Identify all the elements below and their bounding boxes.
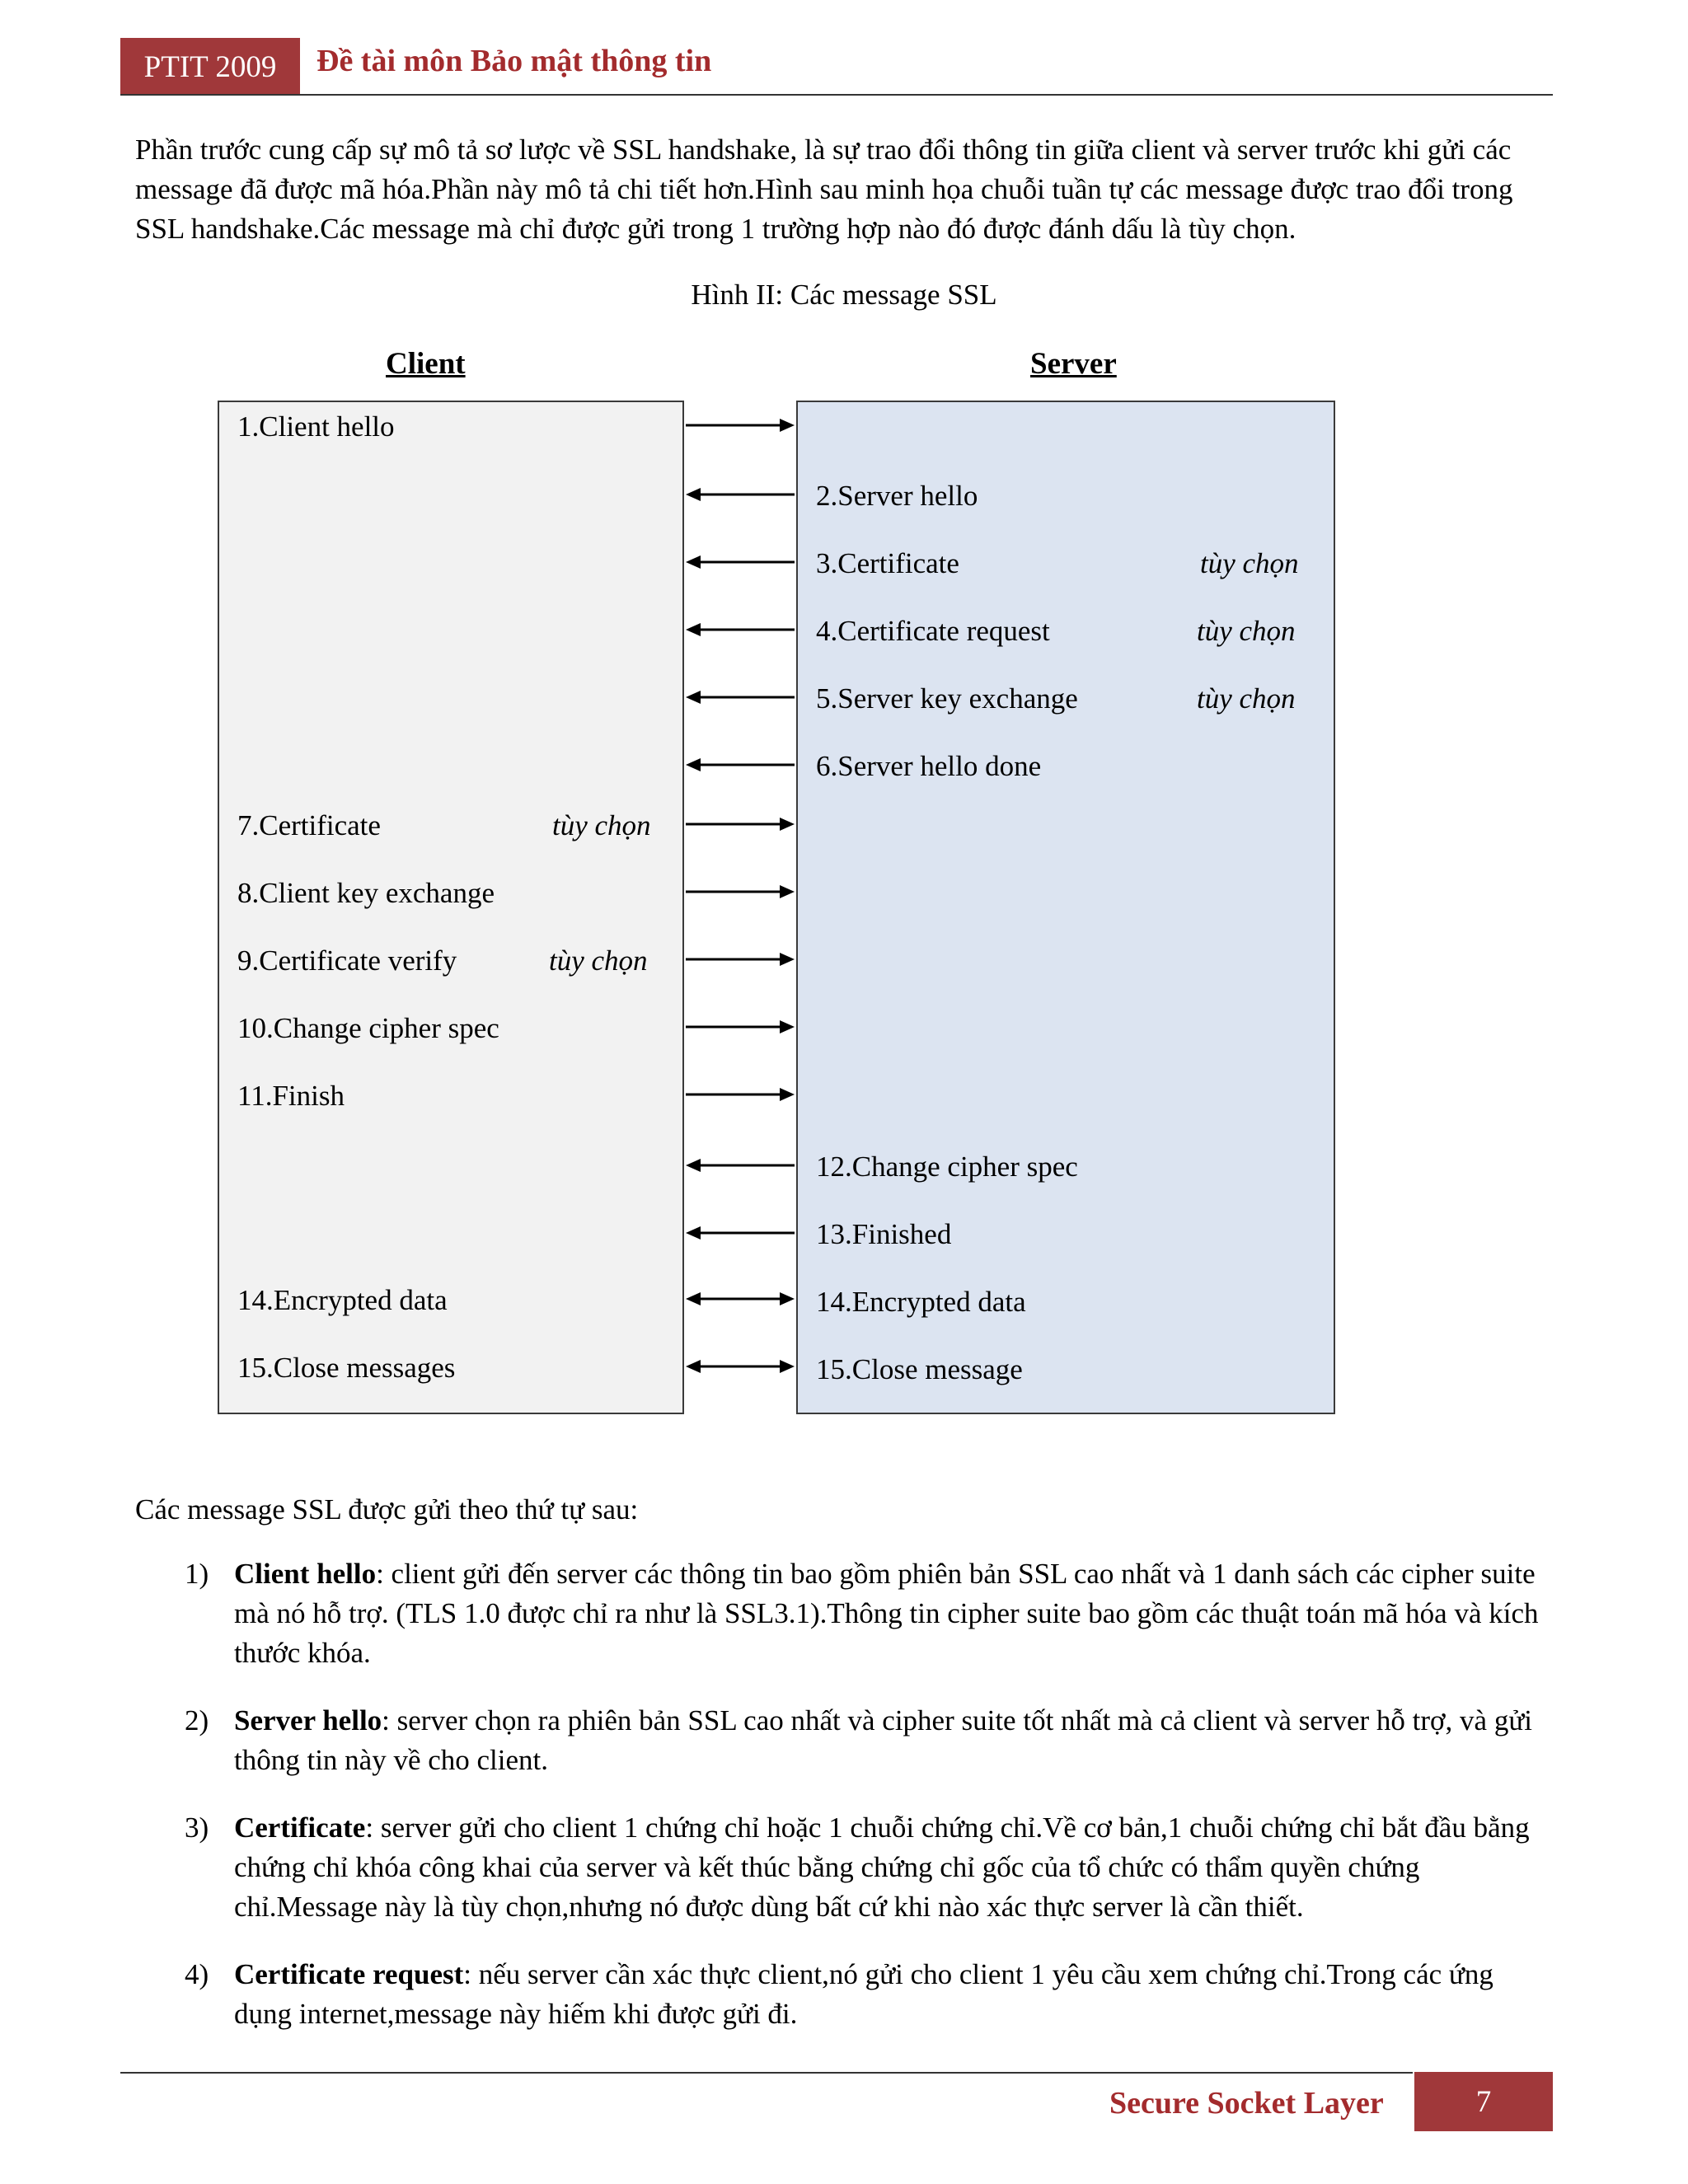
footer-title: Secure Socket Layer [1109,2086,1384,2121]
arrow-to-server [686,1088,795,1101]
server-message: 5.Server key exchange [816,682,1078,715]
figure-caption: Hình II: Các message SSL [691,279,997,311]
list-number: 3) [185,1811,209,1844]
arrow-to-client [686,758,795,771]
client-message: 10.Change cipher spec [237,1012,499,1044]
server-message: 12.Change cipher spec [816,1151,1078,1183]
server-heading: Server [1030,347,1117,381]
arrow-to-client [686,691,795,704]
list-body [234,1554,1545,1673]
list-term: Server hello [234,1704,382,1736]
arrow-to-client [686,1226,795,1240]
server-message: 14.Encrypted data [816,1286,1026,1318]
arrow-to-client [686,488,795,501]
client-message: 15.Close messages [237,1352,456,1384]
list-number: 4) [185,1958,209,1990]
client-optional-label: tùy chọn [549,944,648,977]
list-body [234,1808,1545,1927]
server-message: 2.Server hello [816,480,978,512]
list-body [234,1955,1545,2034]
list-text: : nếu server cần xác thực client,nó gửi cho client 1 yêu cầu xem chứng chỉ.Trong các ứng dụng internet,message này hiếm khi được gửi đi. [234,1958,1493,2030]
arrow-both [686,1360,795,1373]
server-message: 3.Certificate [816,547,959,579]
list-number: 1) [185,1558,209,1590]
header-badge-text: PTIT 2009 [143,49,277,84]
arrow-to-server [686,885,795,898]
arrow-to-server [686,818,795,831]
client-heading: Client [386,347,466,381]
client-message: 14.Encrypted data [237,1284,448,1316]
arrow-to-client [686,1159,795,1172]
server-message: 4.Certificate request [816,615,1050,647]
server-optional-label: tùy chọn [1197,615,1296,647]
intro-paragraph: Phần trước cung cấp sự mô tả sơ lược về SSL handshake, là sự trao đổi thông tin giữa client và server trước khi gửi các message đã được mã hóa.Phần này mô tả chi tiết hơn.Hình sau minh họa chuỗi tuần tự các message được trao đổi trong SSL handshake.Các message mà chỉ được gửi trong 1 trường hợp nào đó được đánh dấu là tùy chọn. [135,134,1513,245]
arrow-to-client [686,555,795,569]
server-message: 13.Finished [816,1218,952,1250]
list-number: 2) [185,1704,209,1736]
client-message: 1.Client hello [237,410,395,443]
list-text: : server gửi cho client 1 chứng chỉ hoặc 1 chuỗi chứng chỉ.Về cơ bản,1 chuỗi chứng chỉ bắt đầu bằng chứng chỉ khóa công khai của server và kết thúc bằng chứng chỉ gốc của tổ chức có thẩm quyền chứng chỉ.Message này là tùy chọn,nhưng nó được dùng bất cứ khi nào xác thực server là cần thiết. [234,1811,1530,1923]
arrow-to-client [686,623,795,636]
server-optional-label: tùy chọn [1200,547,1299,579]
server-message: 15.Close message [816,1353,1023,1385]
footer-divider [120,2072,1413,2074]
client-message: 9.Certificate verify [237,944,457,977]
arrow-both [686,1292,795,1305]
list-text: : server chọn ra phiên bản SSL cao nhất và cipher suite tốt nhất mà cả client và server hỗ trợ, và gửi thông tin này về cho client. [234,1704,1533,1776]
list-term: Certificate [234,1811,366,1844]
page-number: 7 [1475,2084,1492,2119]
client-message: 8.Client key exchange [237,877,495,909]
server-message: 6.Server hello done [816,750,1042,782]
client-optional-label: tùy chọn [552,809,651,841]
arrow-to-server [686,419,795,432]
list-text: : client gửi đến server các thông tin bao gồm phiên bản SSL cao nhất và 1 danh sách các cipher suite mà nó hỗ trợ. (TLS 1.0 được chỉ ra như là SSL3.1).Thông tin cipher suite bao gồm các thuật toán mã hóa và kích thước khóa. [234,1558,1539,1669]
client-message: 11.Finish [237,1080,345,1112]
list-term: Client hello [234,1558,377,1590]
arrow-to-server [686,953,795,966]
header-title: Đề tài môn Bảo mật thông tin [316,44,712,78]
arrow-to-server [686,1020,795,1033]
list-term: Certificate request [234,1958,464,1990]
list-body [234,1701,1545,1780]
server-optional-label: tùy chọn [1197,682,1296,715]
order-intro: Các message SSL được gửi theo thứ tự sau: [135,1493,639,1526]
client-message: 7.Certificate [237,809,381,841]
page-number-badge [1414,2072,1553,2131]
